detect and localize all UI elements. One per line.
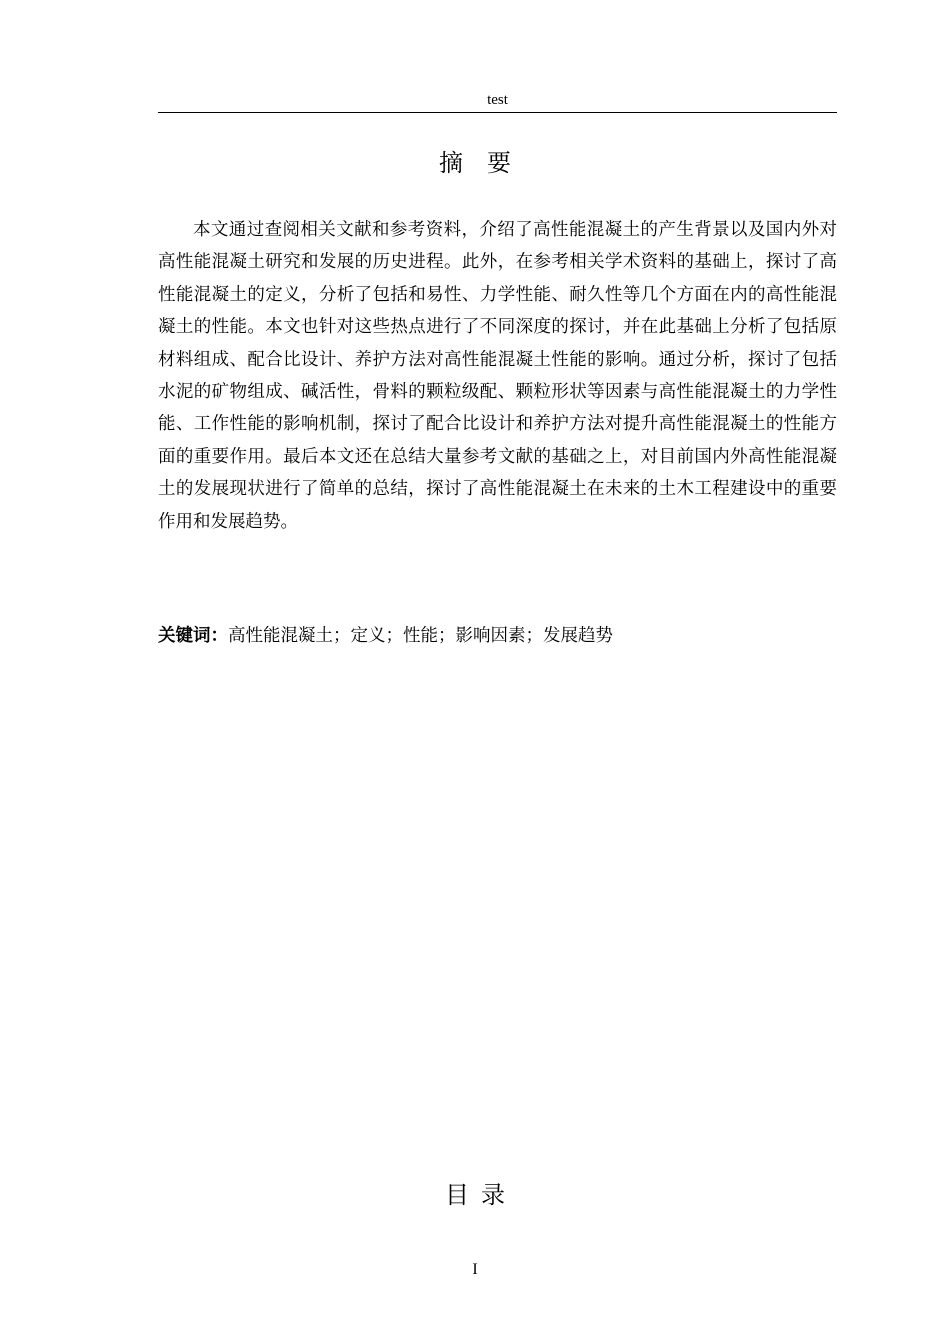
header-text: test bbox=[487, 92, 508, 108]
keywords-value: 高性能混凝土；定义；性能；影响因素；发展趋势 bbox=[228, 626, 613, 646]
toc-title: 目录 bbox=[445, 1181, 517, 1209]
page-number: I bbox=[472, 1261, 478, 1278]
abstract-title: 摘要 bbox=[439, 149, 535, 177]
page-header bbox=[158, 90, 837, 113]
keywords-label: 关键词： bbox=[158, 626, 228, 646]
keywords-line bbox=[158, 620, 837, 652]
abstract-body: 本文通过查阅相关文献和参考资料，介绍了高性能混凝土的产生背景以及国内外对高性能混凝土研究和发展的历史进程。此外，在参考相关学术资料的基础上，探讨了高性能混凝土的定义，分析了包括和易性、力学性能、耐久性等几个方面在内的高性能混凝土的性能。本文也针对这些热点进行了不同深度的探讨，并在此基础上分析了包括原材料组成、配合比设计、养护方法对高性能混凝土性能的影响。通过分析，探讨了包括水泥的矿物组成、碱活性，骨料的颗粒级配、颗粒形状等因素与高性能混凝土的力学性能、工作性能的影响机制，探讨了配合比设计和养护方法对提升高性能混凝土的性能方面的重要作用。最后本文还在总结大量参考文献的基础之上，对目前国内外高性能混凝土的发展现状进行了简单的总结，探讨了高性能混凝土在未来的土木工程建设中的重要作用和发展趋势。 bbox=[158, 220, 837, 532]
